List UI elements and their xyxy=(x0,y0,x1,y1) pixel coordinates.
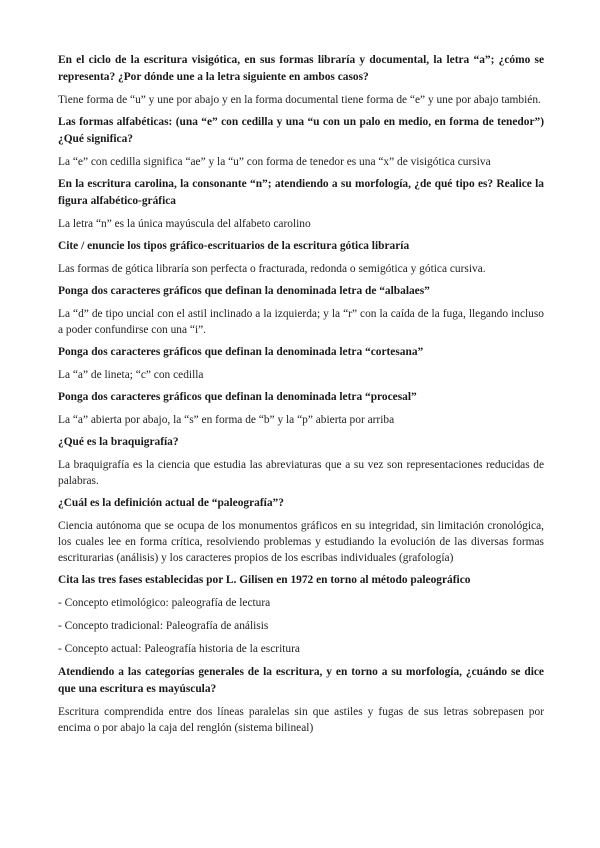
answer: Tiene forma de “u” y une por abajo y en la forma documental tiene forma de “e” y une por abajo también. xyxy=(58,94,541,106)
answer: La “a” abierta por abajo, la “s” en forma de “b” y la “p” abierta por arriba xyxy=(58,414,395,426)
question: ¿Qué es la braquigrafía? xyxy=(58,436,179,448)
question: Las formas alfabéticas: (una “e” con cedilla y una “u con un palo en medio, en forma de tenedor”) ¿Qué significa? xyxy=(58,116,544,145)
answer: Escritura comprendida entre dos líneas paralelas sin que astiles y fugas de sus letras sobrepasen por encima o por abajo la caja del renglón (sistema bilineal) xyxy=(58,706,544,734)
qa-block-1 xyxy=(58,52,544,108)
answer: La “d” de tipo uncial con el astil inclinado a la izquierda; y la “r” con la caída de la fuga, llegando incluso a poder confundirse con una “i”. xyxy=(58,308,544,336)
question: Cita las tres fases establecidas por L. Gilisen en 1972 en torno al método paleográfico xyxy=(58,574,471,586)
qa-block-5 xyxy=(58,283,544,338)
qa-block-8 xyxy=(58,434,544,489)
qa-block-2 xyxy=(58,114,544,170)
qa-block-6 xyxy=(58,344,544,383)
qa-block-3 xyxy=(58,176,544,232)
answer: La braquigrafía es la ciencia que estudia las abreviaturas que a su vez son representaciones reducidas de palabras. xyxy=(58,459,544,487)
qa-block-9 xyxy=(58,495,544,566)
answer: La letra “n” es la única mayúscula del alfabeto carolino xyxy=(58,218,311,230)
question: Cite / enuncie los tipos gráfico-escrituarios de la escritura gótica libraría xyxy=(58,240,410,252)
qa-block-7 xyxy=(58,389,544,428)
answer: La “a” de lineta; “c” con cedilla xyxy=(58,369,204,381)
answer: Ciencia autónoma que se ocupa de los monumentos gráficos en su integridad, sin limitación cronológica, los cuales lee en forma crítica, resolviendo problemas y estudiando la evolución de las diversas formas escriturarias (análisis) y los caracteres propios de los escribas individuales (grafología) xyxy=(58,520,544,564)
question: Ponga dos caracteres gráficos que definan la denominada letra de “albalaes” xyxy=(58,285,430,297)
document-page xyxy=(58,52,544,742)
list-item: - Concepto tradicional: Paleografía de análisis xyxy=(58,620,269,632)
question: Ponga dos caracteres gráficos que definan la denominada letra “procesal” xyxy=(58,391,417,403)
question: ¿Cuál es la definición actual de “paleografía”? xyxy=(58,497,284,509)
qa-block-4 xyxy=(58,238,544,277)
question: Ponga dos caracteres gráficos que definan la denominada letra “cortesana” xyxy=(58,346,424,358)
list-item: - Concepto etimológico: paleografía de lectura xyxy=(58,597,271,609)
answer: Las formas de gótica libraría son perfecta o fracturada, redonda o semigótica y gótica cursiva. xyxy=(58,263,486,275)
question: Atendiendo a las categorías generales de la escritura, y en torno a su morfología, ¿cuándo se dice que una escritura es mayúscula? xyxy=(58,666,544,695)
list-item: - Concepto actual: Paleografía historia de la escritura xyxy=(58,643,300,655)
qa-block-11 xyxy=(58,664,544,736)
qa-block-10 xyxy=(58,572,544,657)
question: En la escritura carolina, la consonante “n”; atendiendo a su morfología, ¿de qué tipo es? Realice la figura alfabético-gráfica xyxy=(58,178,544,207)
question: En el ciclo de la escritura visigótica, en sus formas libraría y documental, la letra “a”; ¿cómo se representa? ¿Por dónde une a la letra siguiente en ambos casos? xyxy=(58,54,544,83)
answer: La “e” con cedilla significa “ae” y la “u” con forma de tenedor es una “x” de visigótica cursiva xyxy=(58,156,491,168)
